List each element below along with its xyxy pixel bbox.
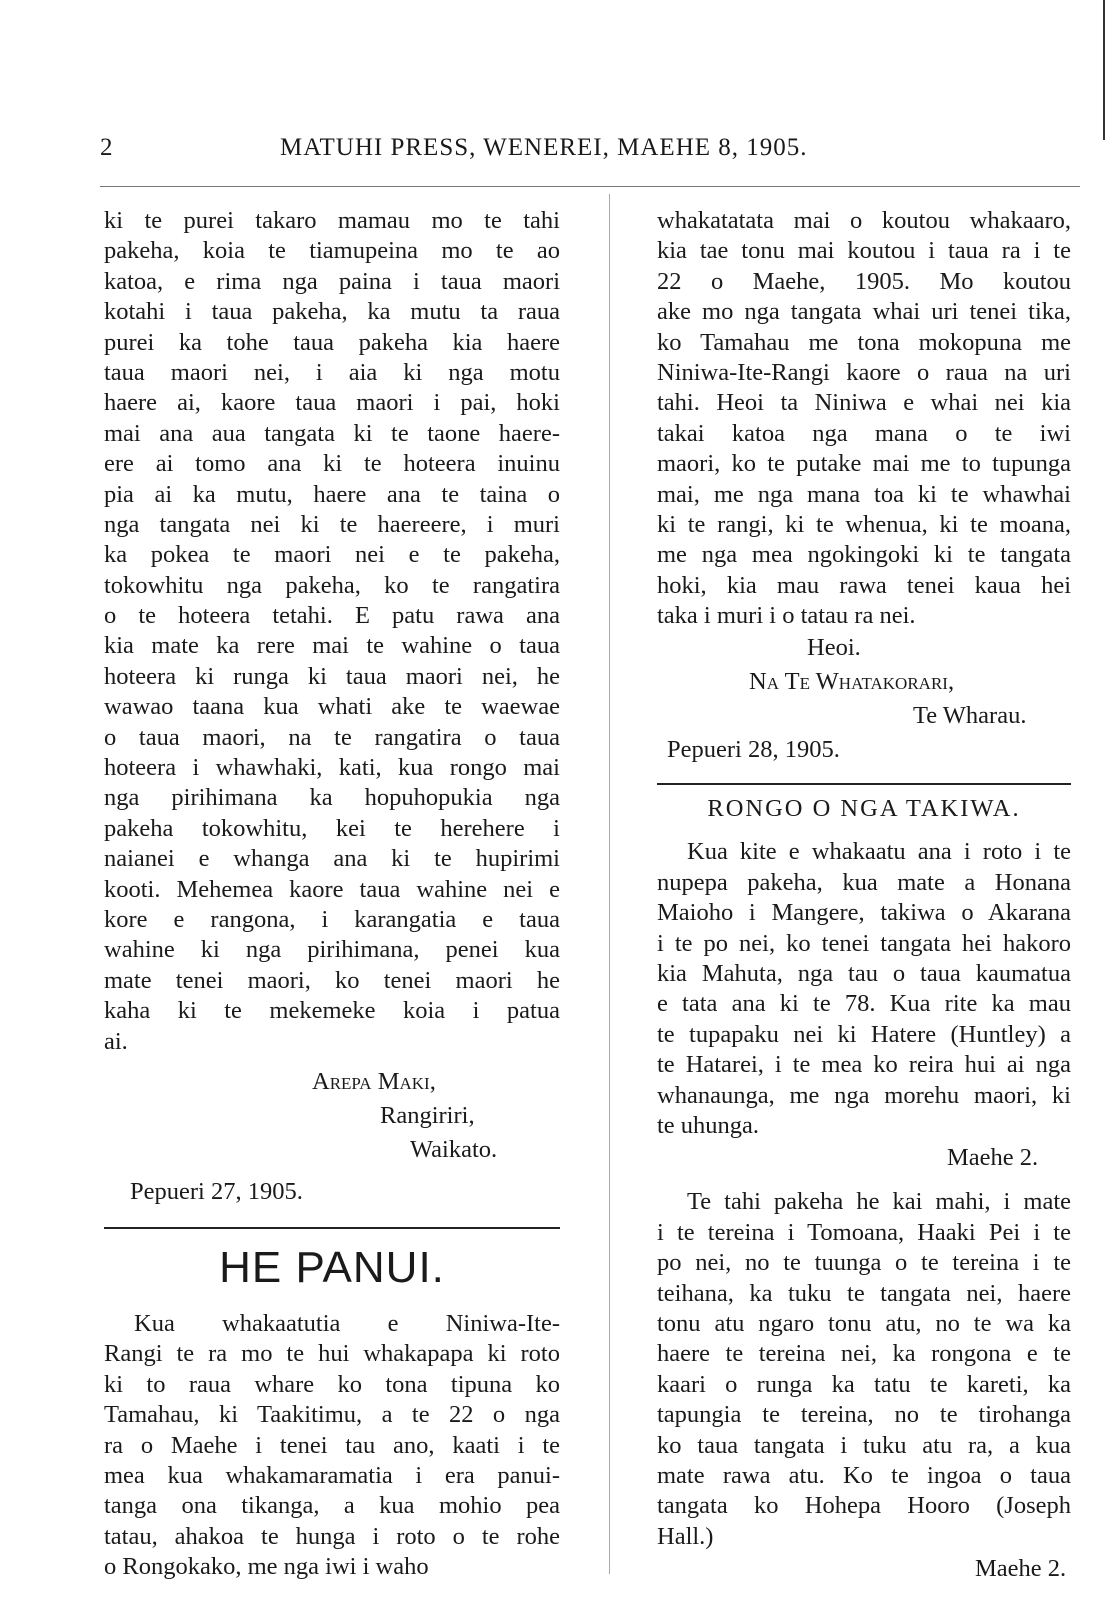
text-line: i te po nei, ko tenei tangata hei hakoro — [657, 929, 1071, 957]
text-line: tokowhitu nga pakeha, ko te rangatira — [104, 571, 560, 599]
text-line: o te hoteera tetahi. E patu rawa ana — [104, 602, 560, 630]
text-line: 22 o Maehe, 1905. Mo koutou — [657, 267, 1071, 295]
text-line: whakatatata mai o koutou whakaaro, — [657, 207, 1071, 234]
text-line: kore e rangona, i karangatia e taua — [104, 905, 560, 933]
text-line: Maioho i Mangere, takiwa o Akarana — [657, 899, 1071, 927]
text-line: nupepa pakeha, kua mate a Honana — [657, 868, 1071, 896]
notice-signature: Na Te Whatakorari, — [749, 668, 955, 696]
text-line: hoki, kia mau rawa tenei kaua hei — [657, 571, 1071, 599]
left-column — [104, 206, 560, 1582]
text-line: mai, me nga mana toa ki te whawhai — [657, 480, 1071, 508]
text-line: mate tenei maori, ko tenei maori he — [104, 966, 560, 994]
text-line: Rangi te ra mo te hui whakapapa ki roto — [104, 1340, 560, 1368]
text-line: ake mo nga tangata whai uri tenei tika, — [657, 298, 1071, 326]
text-line: pakeha, koia te tiamupeina mo te ao — [104, 237, 560, 265]
letter-signature-region: Waikato. — [410, 1135, 498, 1163]
text-line: maori, ko te putake mai me to tupunga — [657, 450, 1071, 478]
text-line: Hall.) — [657, 1522, 714, 1550]
text-line: wahine ki nga pirihimana, penei kua — [104, 936, 560, 964]
text-line: ko taua tangata i tuku atu ra, a kua — [657, 1431, 1071, 1459]
text-line: taua maori nei, i aia ki nga motu — [104, 358, 560, 386]
text-line: te Hatarei, i te mea ko reira hui ai nga — [657, 1051, 1071, 1079]
text-line: kotahi i taua pakeha, ka mutu ta raua — [104, 298, 560, 326]
text-line: kia mate ka rere mai te wahine o taua — [104, 632, 560, 660]
notice-title: HE PANUI. — [219, 1242, 445, 1292]
text-line: o Rongokako, me nga iwi i waho — [104, 1553, 429, 1581]
letter-body — [104, 206, 560, 1057]
text-line: kaha ki te mekemeke koia i patua — [104, 997, 560, 1025]
text-line: ki te rangi, ki te whenua, ki te moana, — [657, 510, 1071, 538]
text-line: e tata ana ki te 78. Kua rite ka mau — [657, 990, 1071, 1018]
news-item-1 — [657, 837, 1071, 1141]
page-edge-mark — [1103, 0, 1105, 140]
text-line: mea kua whakamaramatia i era panui- — [104, 1461, 560, 1489]
right-column — [657, 206, 1071, 1586]
text-line: te uhunga. — [657, 1111, 760, 1139]
text-line: i te tereina i Tomoana, Haaki Pei i te — [657, 1218, 1071, 1246]
text-line: kaari o runga ka tatu te kareti, ka — [657, 1370, 1071, 1398]
news-item-1-date: Maehe 2. — [947, 1144, 1039, 1172]
text-line: tangata ko Hohepa Hooro (Joseph — [657, 1492, 1071, 1520]
letter-signature-name: Arepa Maki, — [312, 1067, 436, 1095]
letter-date: Pepueri 27, 1905. — [130, 1177, 303, 1205]
text-line: hoteera i whawhaki, kati, kua rongo mai — [104, 754, 560, 782]
text-line: katoa, e rima nga paina i taua maori — [104, 267, 560, 295]
text-line: Kua kite e whakaatu ana i roto i te — [687, 838, 1071, 866]
text-line: ki to raua whare ko tona tipuna ko — [104, 1370, 560, 1398]
text-line: po nei, no te tuunga o te tereina i te — [657, 1249, 1071, 1277]
text-line: Niniwa-Ite-Rangi kaore o raua na uri — [657, 358, 1071, 386]
text-line: nga pirihimana ka hopuhopukia nga — [104, 784, 560, 812]
text-line: kia tae tonu mai koutou i taua ra i te — [657, 237, 1071, 265]
notice-closing: Heoi. — [807, 634, 861, 662]
header-rule — [100, 186, 1080, 187]
notice-body — [104, 1309, 560, 1583]
text-line: ere ai tomo ana ki te hoteera inuinu — [104, 450, 560, 478]
text-line: pakeha tokowhitu, kei te herehere i — [104, 814, 560, 842]
notice-body-continued — [657, 206, 1071, 631]
text-line: wawao taana kua whati ake te waewae — [104, 693, 560, 721]
text-line: hoteera ki runga ki taua maori nei, he — [104, 662, 560, 690]
text-line: Te tahi pakeha he kai mahi, i mate — [687, 1188, 1071, 1216]
text-line: me nga mea ngokingoki ki te tangata — [657, 541, 1071, 569]
notice-signature-role: Te Wharau. — [913, 702, 1027, 730]
text-line: ka pokea te maori nei e te pakeha, — [104, 541, 560, 569]
text-line: takai katoa nga mana o te iwi — [657, 419, 1071, 447]
text-line: purei ka tohe taua pakeha kia haere — [104, 328, 560, 356]
text-line: haere te tereina nei, ka rongona e te — [657, 1340, 1071, 1368]
page-number: 2 — [100, 134, 113, 161]
news-title: RONGO O NGA TAKIWA. — [707, 795, 1021, 823]
text-line: nga tangata nei ki te haereere, i muri — [104, 510, 560, 538]
masthead: MATUHI PRESS, WENEREI, MAEHE 8, 1905. — [280, 134, 808, 161]
text-line: Kua whakaatutia e Niniwa-Ite- — [134, 1309, 560, 1337]
text-line: naianei e whanga ana ki te hupirimi — [104, 845, 560, 873]
text-line: tatau, ahakoa te hunga i roto o te rohe — [104, 1522, 560, 1550]
text-line: o taua maori, na te rangatira o taua — [104, 723, 560, 751]
text-line: haere ai, kaore taua maori i pai, hoki — [104, 389, 560, 417]
notice-date: Pepueri 28, 1905. — [667, 736, 840, 764]
column-divider — [609, 194, 610, 1574]
text-line: tahi. Heoi ta Niniwa e whai nei kia — [657, 389, 1071, 417]
text-line: te tupapaku nei ki Hatere (Huntley) a — [657, 1020, 1071, 1048]
text-line: kia Mahuta, nga tau o taua kaumatua — [657, 960, 1071, 988]
text-line: tapungia te tereina, no te tirohanga — [657, 1401, 1071, 1429]
text-line: whanaunga, me nga morehu maori, ki — [657, 1081, 1071, 1109]
text-line: ko Tamahau me tona mokopuna me — [657, 328, 1071, 356]
text-line: mai ana aua tangata ki te taone haere- — [104, 419, 560, 447]
text-line: taka i muri i o tatau ra nei. — [657, 602, 916, 630]
text-line: teihana, ka tuku te tangata nei, haere — [657, 1279, 1071, 1307]
text-line: mate rawa atu. Ko te ingoa o taua — [657, 1461, 1071, 1489]
letter-signature-place: Rangiriri, — [380, 1101, 475, 1129]
text-line: tanga ona tikanga, a kua mohio pea — [104, 1492, 560, 1520]
text-line: Tamahau, ki Taakitimu, a te 22 o nga — [104, 1401, 560, 1429]
text-line: pia ai ka mutu, haere ana te taina o — [104, 480, 560, 508]
news-item-2 — [657, 1187, 1071, 1552]
text-line: ki te purei takaro mamau mo te tahi — [104, 207, 560, 234]
news-item-2-date: Maehe 2. — [975, 1555, 1067, 1583]
text-line: ai. — [104, 1027, 128, 1055]
text-line: ra o Maehe i tenei tau ano, kaati i te — [104, 1431, 560, 1459]
text-line: kooti. Mehemea kaore taua wahine nei e — [104, 875, 560, 903]
text-line: tonu atu ngaro tonu atu, no te wa ka — [657, 1309, 1071, 1337]
